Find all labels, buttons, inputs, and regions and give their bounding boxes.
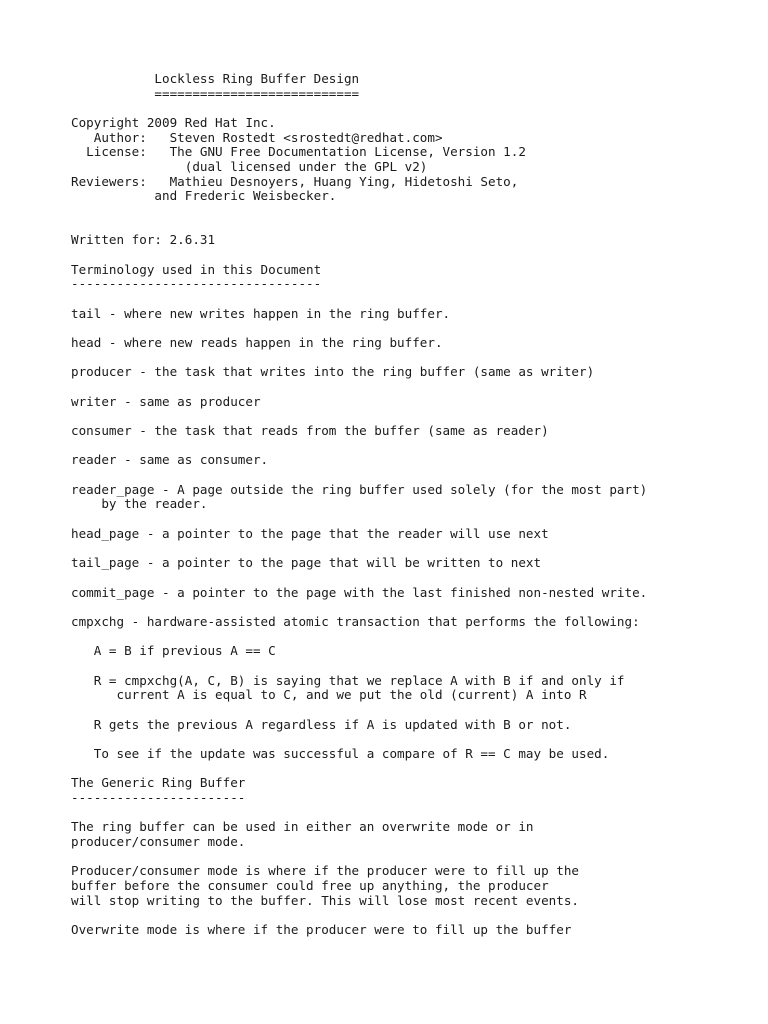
text-line: current A is equal to C, and we put the old (current) A into R xyxy=(71,687,587,703)
text-line: tail - where new writes happen in the ring buffer. xyxy=(71,305,451,321)
text-line: Copyright 2009 Red Hat Inc. xyxy=(71,115,276,131)
text-line: A = B if previous A == C xyxy=(71,643,276,659)
text-line: Written for: 2.6.31 xyxy=(71,232,216,248)
text-line: producer/consumer mode. xyxy=(71,833,246,849)
text-line: The Generic Ring Buffer xyxy=(71,775,246,791)
text-line: will stop writing to the buffer. This will lose most recent events. xyxy=(71,892,579,908)
text-line: head_page - a pointer to the page that the reader will use next xyxy=(71,525,549,541)
text-line: The ring buffer can be used in either an overwrite mode or in xyxy=(71,819,534,835)
text-line xyxy=(71,908,647,923)
text-line xyxy=(71,351,647,366)
text-line xyxy=(71,219,647,234)
text-line xyxy=(71,703,647,718)
text-line: Terminology used in this Document xyxy=(71,261,322,277)
text-line: =========================== xyxy=(71,85,360,101)
text-line: Lockless Ring Buffer Design xyxy=(71,71,360,86)
text-line xyxy=(71,468,647,483)
text-line: buffer before the consumer could free up anything, the producer xyxy=(71,877,549,893)
text-line xyxy=(71,101,647,116)
text-line xyxy=(71,806,647,821)
text-line: tail_page - a pointer to the page that will be written to next xyxy=(71,555,542,571)
text-line: and Frederic Weisbecker. xyxy=(71,188,337,204)
text-line: reader - same as consumer. xyxy=(71,452,269,468)
text-line xyxy=(71,321,647,336)
text-line: Producer/consumer mode is where if the producer were to fill up the xyxy=(71,863,579,879)
text-line xyxy=(71,659,647,674)
text-line: by the reader. xyxy=(71,496,208,512)
text-line: R gets the previous A regardless if A is updated with B or not. xyxy=(71,716,572,732)
text-line xyxy=(71,732,647,747)
text-line xyxy=(71,571,647,586)
text-line: To see if the update was successful a compare of R == C may be used. xyxy=(71,745,610,761)
text-line: Overwrite mode is where if the producer were to fill up the buffer xyxy=(71,921,572,937)
text-line xyxy=(71,850,647,865)
text-line xyxy=(71,380,647,395)
text-line: Author: Steven Rostedt <srostedt@redhat.com> xyxy=(71,129,443,145)
text-line xyxy=(71,292,647,307)
text-line xyxy=(71,762,647,777)
text-line: --------------------------------- xyxy=(71,276,322,292)
text-line: cmpxchg - hardware-assisted atomic transaction that performs the following: xyxy=(71,613,640,629)
document-body xyxy=(71,72,647,938)
text-line xyxy=(71,248,647,263)
text-line: producer - the task that writes into the ring buffer (same as writer) xyxy=(71,364,595,380)
text-line: reader_page - A page outside the ring buffer used solely (for the most part) xyxy=(71,481,648,497)
text-line: writer - same as producer xyxy=(71,393,261,409)
text-line: head - where new reads happen in the ring buffer. xyxy=(71,335,443,351)
text-line xyxy=(71,204,647,219)
text-line xyxy=(71,512,647,527)
text-line xyxy=(71,409,647,424)
text-line xyxy=(71,542,647,557)
text-line: R = cmpxchg(A, C, B) is saying that we replace A with B if and only if xyxy=(71,672,625,688)
text-line: License: The GNU Free Documentation License, Version 1.2 xyxy=(71,144,526,160)
text-line: Reviewers: Mathieu Desnoyers, Huang Ying, Hidetoshi Seto, xyxy=(71,173,519,189)
text-line: (dual licensed under the GPL v2) xyxy=(71,159,428,175)
text-line: commit_page - a pointer to the page with the last finished non-nested write. xyxy=(71,584,648,600)
text-line xyxy=(71,439,647,454)
text-line: consumer - the task that reads from the buffer (same as reader) xyxy=(71,423,549,439)
text-line xyxy=(71,630,647,645)
text-line: ----------------------- xyxy=(71,789,246,805)
text-line xyxy=(71,600,647,615)
